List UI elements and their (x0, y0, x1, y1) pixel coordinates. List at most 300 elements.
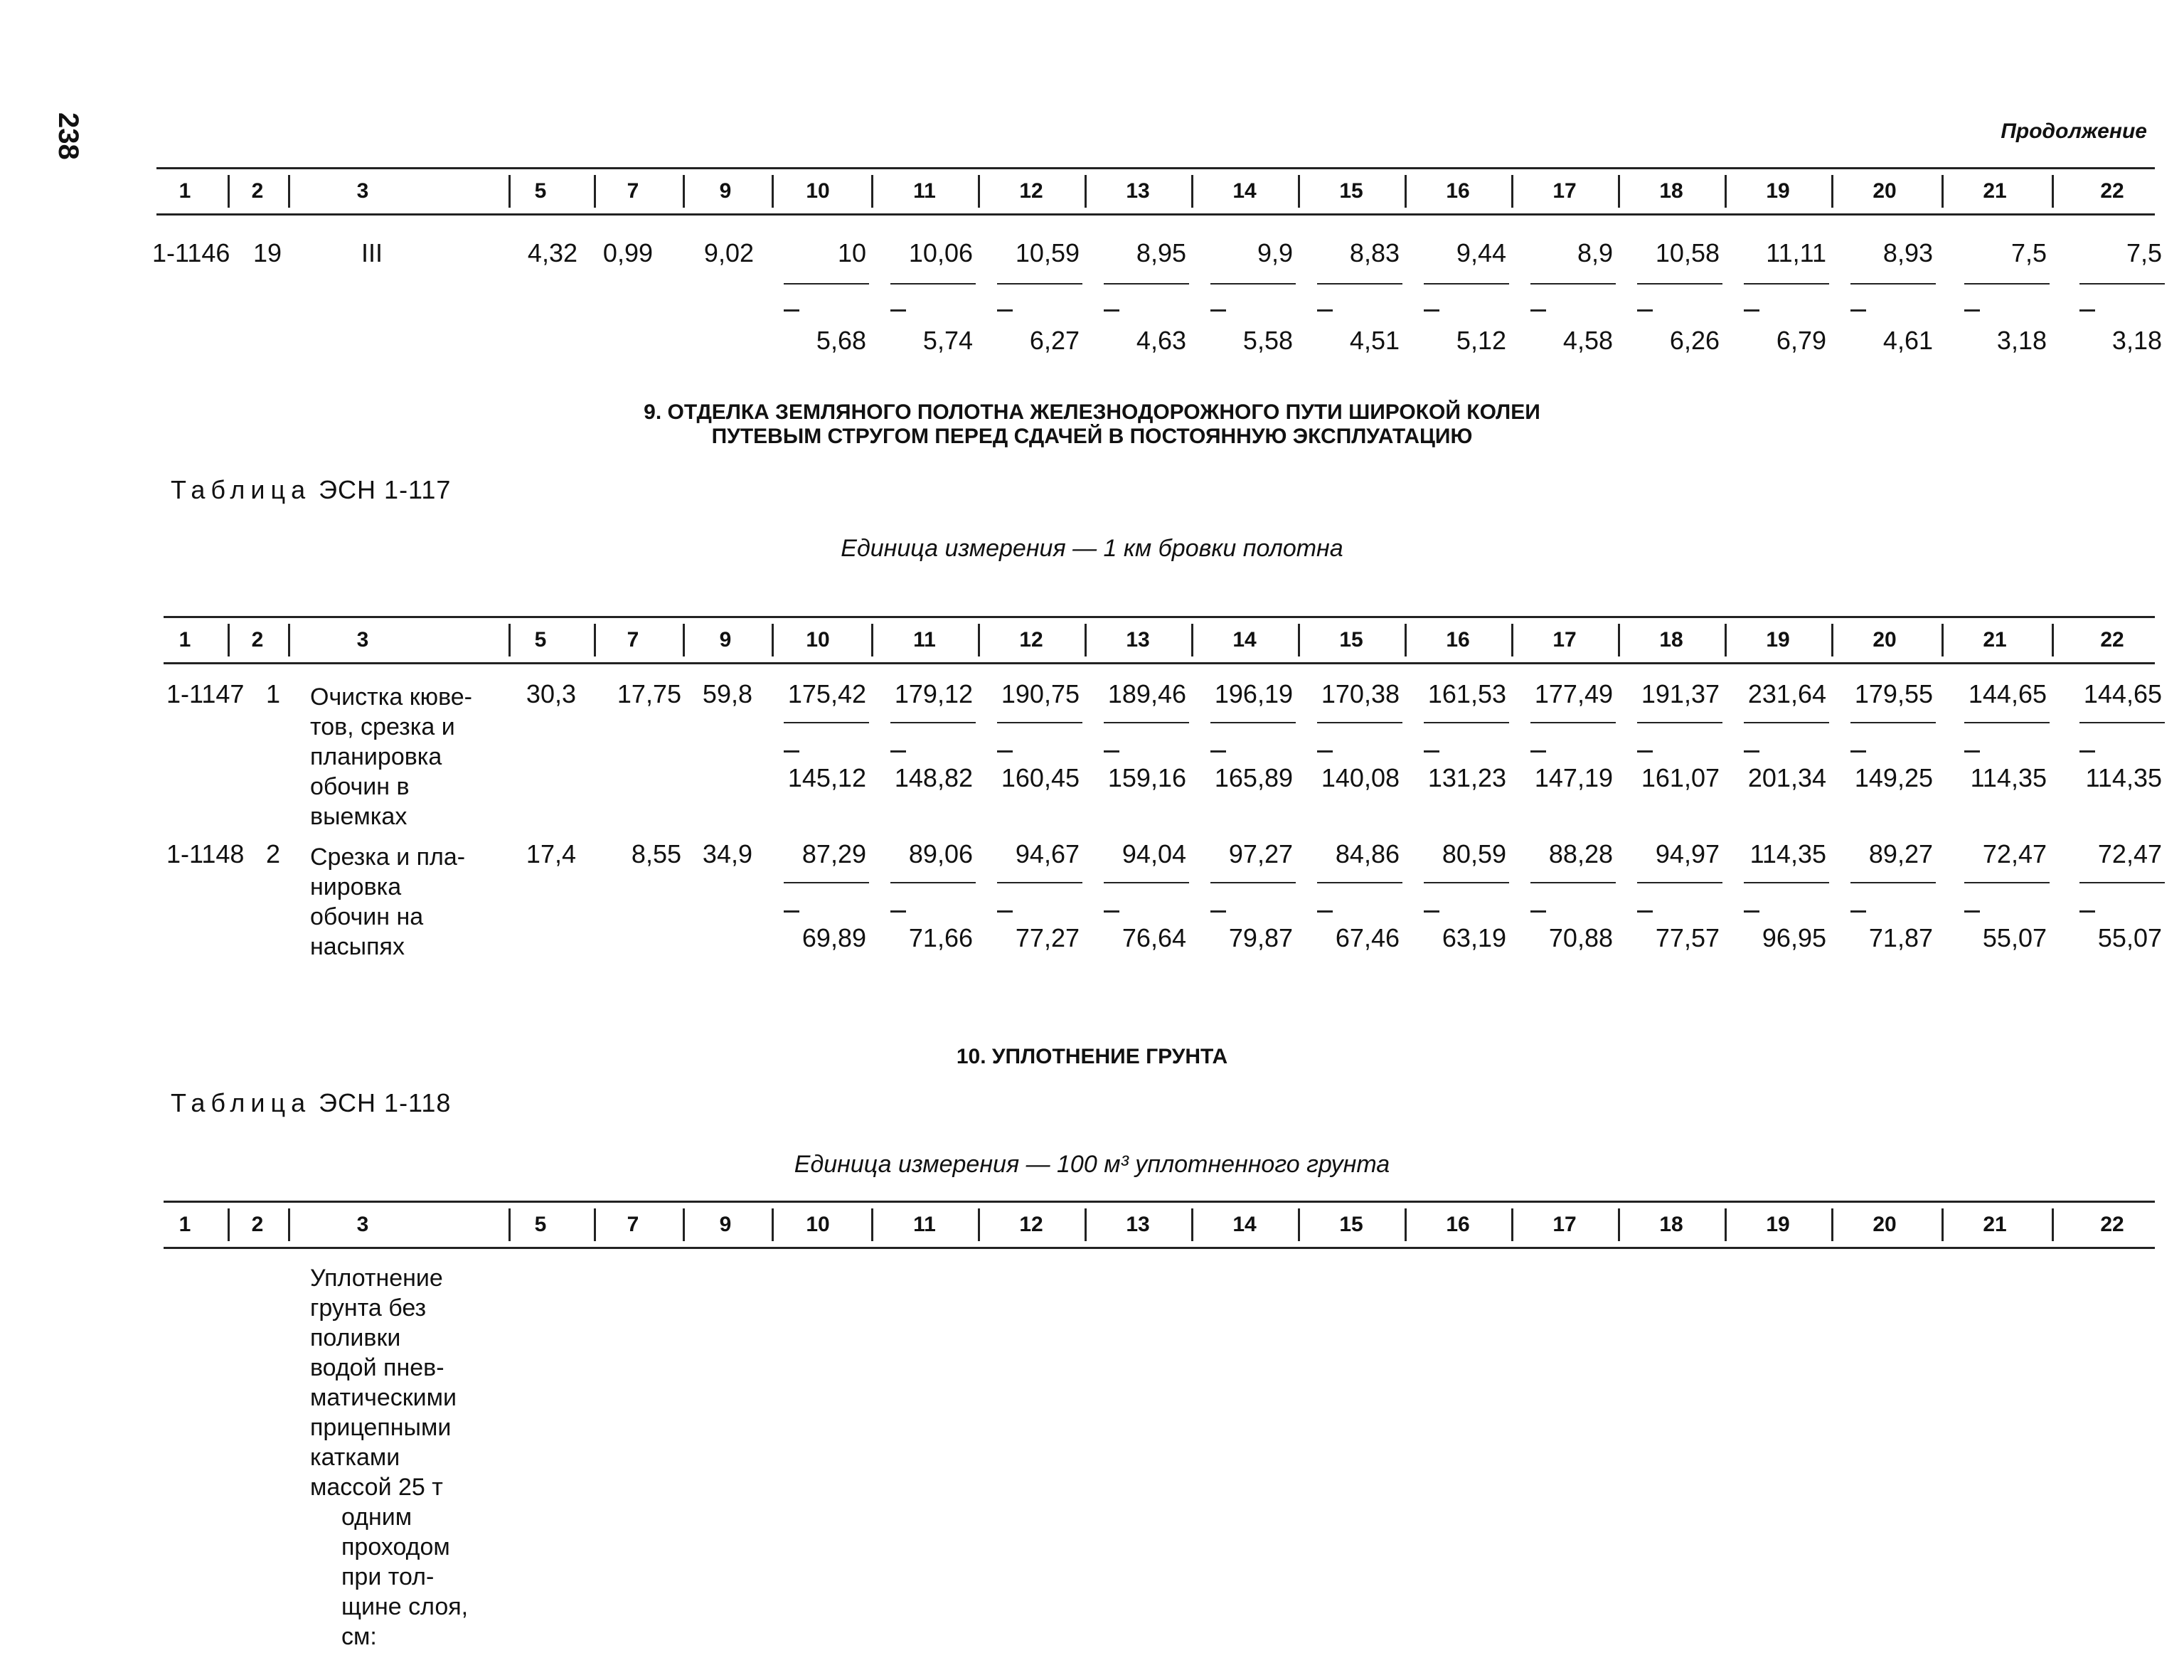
header-cell: 10 (806, 179, 830, 203)
denominator-value: 161,07 (1641, 763, 1720, 792)
dash-mark (1744, 309, 1759, 312)
fraction-bar (1637, 882, 1722, 883)
column-divider (871, 624, 873, 656)
desc-line: проходом (341, 1533, 450, 1561)
header-cell: 22 (2100, 1213, 2124, 1236)
header-cell: 11 (913, 179, 936, 203)
header-cell: 9 (719, 1213, 732, 1236)
denominator-value: 5,74 (922, 326, 973, 355)
column-divider (594, 1208, 596, 1241)
numerator-value: 175,42 (787, 679, 866, 708)
header-cell: 3 (356, 179, 369, 203)
header-cell: 3 (356, 1213, 369, 1236)
desc-line: грунта без (310, 1294, 427, 1322)
column-divider (1511, 624, 1513, 656)
header-cell: 19 (1766, 1213, 1790, 1236)
header-cell: 20 (1873, 1213, 1897, 1236)
fraction-bar (1210, 722, 1296, 723)
column-divider (1405, 1208, 1407, 1241)
denominator-value: 77,27 (1015, 923, 1080, 952)
column-divider (871, 175, 873, 208)
numerator-value: 196,19 (1214, 679, 1293, 708)
desc-line: обочин в (310, 773, 410, 800)
fraction-bar (890, 882, 976, 883)
denominator-value: 3,18 (1996, 326, 2047, 355)
header-cell: 9 (719, 628, 732, 652)
column-divider (683, 175, 685, 208)
fraction-bar (1317, 722, 1402, 723)
numerator-value: 11,11 (1766, 238, 1826, 267)
denominator-value: 140,08 (1321, 763, 1400, 792)
row-code: 1-1147 (166, 679, 245, 708)
dash-mark (997, 309, 1013, 312)
row-number: 19 (253, 238, 282, 267)
continuation-label: Продолжение (2001, 119, 2147, 143)
value-col7: 0,99 (602, 238, 653, 267)
numerator-value: 114,35 (1749, 839, 1826, 868)
numerator-value: 7,5 (2126, 238, 2162, 267)
header-cell: 20 (1873, 179, 1897, 203)
header-cell: 18 (1659, 179, 1683, 203)
denominator-value: 4,58 (1562, 326, 1613, 355)
numerator-value: 72,47 (2097, 839, 2162, 868)
column-divider (508, 624, 511, 656)
header-cell: 1 (179, 179, 191, 203)
column-divider (508, 175, 511, 208)
numerator-value: 80,59 (1442, 839, 1506, 868)
fraction-bar (2079, 283, 2165, 285)
numerator-value: 144,65 (2083, 679, 2162, 708)
fraction-bar (1964, 882, 2050, 883)
unit-label-118: Единица измерения — 100 м³ уплотненного грунта (794, 1151, 1390, 1178)
header-cell: 20 (1873, 628, 1897, 652)
fraction-bar (1424, 722, 1509, 723)
dash-mark (2079, 910, 2095, 913)
header-cell: 14 (1232, 179, 1257, 203)
dash-mark (1637, 750, 1653, 753)
dash-mark (1850, 309, 1866, 312)
column-divider (978, 175, 980, 208)
header-cell: 7 (627, 1213, 639, 1236)
denominator-value: 5,58 (1242, 326, 1293, 355)
dash-mark (1964, 309, 1980, 312)
column-divider (1405, 624, 1407, 656)
table-header-top (156, 167, 2155, 216)
denominator-value: 71,66 (908, 923, 973, 952)
fraction-bar (1744, 283, 1829, 285)
dash-mark (1637, 309, 1653, 312)
header-cell: 10 (806, 1213, 830, 1236)
dash-mark (890, 309, 906, 312)
row-description (310, 842, 465, 962)
value-col9: 34,9 (702, 839, 752, 868)
header-cell: 3 (356, 628, 369, 652)
column-divider (1618, 1208, 1620, 1241)
numerator-value: 190,75 (1001, 679, 1080, 708)
desc-line: планировка (310, 743, 442, 770)
denominator-value: 114,35 (1970, 763, 2047, 792)
desc-line: одним (341, 1504, 412, 1531)
header-cell: 14 (1232, 628, 1257, 652)
fraction-bar (997, 882, 1082, 883)
fraction-bar (1744, 882, 1829, 883)
denominator-value: 3,18 (2111, 326, 2162, 355)
table-name: ЭСН 1-118 (319, 1088, 452, 1117)
column-divider (978, 624, 980, 656)
numerator-value: 179,12 (894, 679, 973, 708)
numerator-value: 94,67 (1015, 839, 1080, 868)
value-col7: 8,55 (631, 839, 681, 868)
numerator-value: 94,04 (1122, 839, 1186, 868)
denominator-value: 70,88 (1548, 923, 1613, 952)
header-cell: 13 (1126, 1213, 1150, 1236)
dash-mark (1317, 910, 1333, 913)
header-cell: 16 (1446, 628, 1470, 652)
header-cell: 16 (1446, 179, 1470, 203)
column-divider (1085, 624, 1087, 656)
header-cell: 16 (1446, 1213, 1470, 1236)
denominator-value: 76,64 (1122, 923, 1186, 952)
section-9-title-line1: 9. ОТДЕЛКА ЗЕМЛЯНОГО ПОЛОТНА ЖЕЛЕЗНОДОРОЖНОГО ПУТИ ШИРОКОЙ КОЛЕИ (644, 400, 1540, 424)
row-category: III (361, 238, 383, 267)
column-divider (1618, 175, 1620, 208)
header-cell: 13 (1126, 179, 1150, 203)
value-col7: 17,75 (617, 679, 681, 708)
fraction-bar (1850, 283, 1936, 285)
column-divider (772, 624, 774, 656)
dash-mark (1317, 309, 1333, 312)
header-cell: 7 (627, 628, 639, 652)
numerator-value: 161,53 (1427, 679, 1506, 708)
fraction-bar (1424, 882, 1509, 883)
fraction-bar (1637, 722, 1722, 723)
desc-line: при тол- (341, 1563, 435, 1590)
fraction-bar (1637, 283, 1722, 285)
fraction-bar (1530, 722, 1616, 723)
header-cell: 1 (179, 628, 191, 652)
column-divider (228, 1208, 230, 1241)
numerator-value: 191,37 (1641, 679, 1720, 708)
desc-line: см: (341, 1623, 377, 1650)
header-cell: 9 (719, 179, 732, 203)
header-cell: 21 (1983, 1213, 2007, 1236)
header-cell: 21 (1983, 628, 2007, 652)
header-cell: 17 (1552, 628, 1577, 652)
fraction-bar (1104, 722, 1189, 723)
row-number: 2 (266, 839, 281, 868)
fraction-bar (1850, 882, 1936, 883)
section-9-title-line2: ПУТЕВЫМ СТРУГОМ ПЕРЕД СДАЧЕЙ В ПОСТОЯННУЮ ЭКСПЛУАТАЦИЮ (711, 425, 1473, 448)
column-divider (772, 175, 774, 208)
numerator-value: 8,9 (1577, 238, 1613, 267)
column-divider (1191, 1208, 1193, 1241)
denominator-value: 5,68 (816, 326, 866, 355)
numerator-value: 9,9 (1257, 238, 1293, 267)
column-divider (594, 624, 596, 656)
header-cell: 14 (1232, 1213, 1257, 1236)
dash-mark (997, 750, 1013, 753)
header-cell: 10 (806, 628, 830, 652)
table-title-118 (171, 1088, 451, 1118)
denominator-value: 96,95 (1762, 923, 1826, 952)
fraction-bar (1530, 882, 1616, 883)
denominator-value: 6,26 (1669, 326, 1720, 355)
denominator-value: 148,82 (894, 763, 973, 792)
dash-mark (1424, 910, 1439, 913)
header-cell: 18 (1659, 1213, 1683, 1236)
column-divider (1298, 1208, 1300, 1241)
column-divider (683, 624, 685, 656)
fraction-bar (1104, 882, 1189, 883)
header-cell: 2 (251, 1213, 264, 1236)
row-description-118 (310, 1263, 468, 1652)
dash-mark (2079, 750, 2095, 753)
column-divider (978, 1208, 980, 1241)
numerator-value: 9,44 (1456, 238, 1506, 267)
header-cell: 22 (2100, 628, 2124, 652)
table-header-118 (164, 1201, 2155, 1249)
fraction-bar (1210, 882, 1296, 883)
header-cell: 21 (1983, 179, 2007, 203)
denominator-value: 5,12 (1456, 326, 1506, 355)
dash-mark (1317, 750, 1333, 753)
dash-mark (1964, 910, 1980, 913)
fraction-bar (1210, 283, 1296, 285)
desc-line: тов, срезка и (310, 713, 455, 740)
header-cell: 19 (1766, 628, 1790, 652)
fraction-bar (1744, 722, 1829, 723)
denominator-value: 55,07 (2097, 923, 2162, 952)
numerator-value: 10,06 (908, 238, 973, 267)
numerator-value: 144,65 (1968, 679, 2047, 708)
denominator-value: 6,79 (1776, 326, 1826, 355)
column-divider (1725, 1208, 1727, 1241)
fraction-bar (997, 283, 1082, 285)
dash-mark (1210, 750, 1226, 753)
dash-mark (1210, 910, 1226, 913)
header-cell: 5 (534, 628, 547, 652)
header-cell: 18 (1659, 628, 1683, 652)
denominator-value: 159,16 (1107, 763, 1186, 792)
dash-mark (1530, 910, 1546, 913)
header-cell: 17 (1552, 179, 1577, 203)
denominator-value: 4,51 (1349, 326, 1400, 355)
numerator-value: 97,27 (1228, 839, 1293, 868)
row-description (310, 682, 472, 831)
desc-line: водой пнев- (310, 1354, 444, 1381)
value-col5: 4,32 (527, 238, 577, 267)
header-cell: 2 (251, 179, 264, 203)
denominator-value: 165,89 (1214, 763, 1293, 792)
page-number: 238 (53, 112, 84, 160)
denominator-value: 71,87 (1868, 923, 1933, 952)
column-divider (1618, 624, 1620, 656)
header-cell: 19 (1766, 179, 1790, 203)
numerator-value: 89,06 (908, 839, 973, 868)
denominator-value: 114,35 (2085, 763, 2162, 792)
column-divider (2052, 1208, 2054, 1241)
row-code: 1-1148 (166, 839, 245, 868)
desc-line: Очистка кюве- (310, 684, 472, 711)
value-col5: 30,3 (526, 679, 576, 708)
row-number: 1 (266, 679, 281, 708)
header-cell: 7 (627, 179, 639, 203)
column-divider (228, 624, 230, 656)
header-cell: 15 (1339, 1213, 1363, 1236)
dash-mark (1210, 309, 1226, 312)
section-10-title: 10. УПЛОТНЕНИЕ ГРУНТА (956, 1045, 1228, 1068)
numerator-value: 94,97 (1655, 839, 1720, 868)
table-header-117 (164, 616, 2155, 664)
denominator-value: 147,19 (1534, 763, 1613, 792)
fraction-bar (1424, 283, 1509, 285)
header-cell: 12 (1019, 179, 1043, 203)
column-divider (1831, 175, 1833, 208)
column-divider (1941, 624, 1944, 656)
column-divider (2052, 624, 2054, 656)
dash-mark (784, 750, 799, 753)
header-cell: 22 (2100, 179, 2124, 203)
denominator-value: 160,45 (1001, 763, 1080, 792)
numerator-value: 170,38 (1321, 679, 1400, 708)
row-code: 1-1146 (152, 238, 230, 267)
denominator-value: 149,25 (1854, 763, 1933, 792)
header-cell: 5 (534, 179, 547, 203)
column-divider (1085, 1208, 1087, 1241)
value-col5: 17,4 (526, 839, 576, 868)
denominator-value: 67,46 (1335, 923, 1400, 952)
table-name: ЭСН 1-117 (319, 475, 452, 504)
numerator-value: 8,83 (1349, 238, 1400, 267)
denominator-value: 55,07 (1982, 923, 2047, 952)
numerator-value: 89,27 (1868, 839, 1933, 868)
denominator-value: 4,63 (1136, 326, 1186, 355)
header-cell: 2 (251, 628, 264, 652)
column-divider (228, 175, 230, 208)
numerator-value: 8,95 (1136, 238, 1186, 267)
column-divider (2052, 175, 2054, 208)
column-divider (1511, 1208, 1513, 1241)
denominator-value: 6,27 (1029, 326, 1080, 355)
header-cell: 12 (1019, 628, 1043, 652)
dash-mark (1104, 309, 1119, 312)
numerator-value: 10,58 (1655, 238, 1720, 267)
desc-line: нировка (310, 873, 402, 900)
column-divider (1725, 624, 1727, 656)
header-cell: 5 (534, 1213, 547, 1236)
column-divider (871, 1208, 873, 1241)
numerator-value: 10 (837, 238, 866, 267)
table-word: Таблица (171, 1088, 311, 1117)
dash-mark (1744, 910, 1759, 913)
denominator-value: 77,57 (1655, 923, 1720, 952)
fraction-bar (1317, 283, 1402, 285)
header-cell: 17 (1552, 1213, 1577, 1236)
desc-line: щине слоя, (341, 1593, 469, 1620)
dash-mark (890, 910, 906, 913)
fraction-bar (1530, 283, 1616, 285)
header-cell: 12 (1019, 1213, 1043, 1236)
numerator-value: 87,29 (801, 839, 866, 868)
column-divider (1941, 175, 1944, 208)
value-col9: 59,8 (702, 679, 752, 708)
desc-line: выемках (310, 803, 407, 830)
dash-mark (784, 309, 799, 312)
denominator-value: 4,61 (1882, 326, 1933, 355)
header-cell: 13 (1126, 628, 1150, 652)
dash-mark (1530, 309, 1546, 312)
column-divider (1941, 1208, 1944, 1241)
fraction-bar (784, 283, 869, 285)
dash-mark (997, 910, 1013, 913)
dash-mark (890, 750, 906, 753)
desc-line: поливки (310, 1324, 401, 1351)
column-divider (288, 624, 290, 656)
numerator-value: 177,49 (1534, 679, 1613, 708)
column-divider (1298, 175, 1300, 208)
numerator-value: 72,47 (1982, 839, 2047, 868)
column-divider (1298, 624, 1300, 656)
dash-mark (1744, 750, 1759, 753)
column-divider (1405, 175, 1407, 208)
dash-mark (2079, 309, 2095, 312)
desc-line: массой 25 т (310, 1474, 443, 1501)
numerator-value: 179,55 (1854, 679, 1933, 708)
fraction-bar (2079, 882, 2165, 883)
desc-line: прицепными (310, 1414, 452, 1441)
fraction-bar (997, 722, 1082, 723)
header-cell: 15 (1339, 628, 1363, 652)
fraction-bar (784, 882, 869, 883)
column-divider (288, 1208, 290, 1241)
header-cell: 11 (913, 628, 936, 652)
column-divider (1831, 1208, 1833, 1241)
numerator-value: 231,64 (1747, 679, 1826, 708)
unit-label-117: Единица измерения — 1 км бровки полотна (841, 535, 1343, 562)
numerator-value: 88,28 (1548, 839, 1613, 868)
desc-line: Уплотнение (310, 1265, 443, 1292)
header-cell: 1 (179, 1213, 191, 1236)
fraction-bar (1850, 722, 1936, 723)
dash-mark (1530, 750, 1546, 753)
fraction-bar (1964, 283, 2050, 285)
column-divider (594, 175, 596, 208)
numerator-value: 7,5 (2010, 238, 2047, 267)
denominator-value: 63,19 (1442, 923, 1506, 952)
column-divider (288, 175, 290, 208)
desc-line: матическими (310, 1384, 457, 1411)
desc-line: катками (310, 1444, 400, 1471)
table-title-117 (171, 475, 451, 505)
fraction-bar (890, 283, 976, 285)
header-cell: 11 (913, 1213, 936, 1236)
column-divider (1085, 175, 1087, 208)
fraction-bar (784, 722, 869, 723)
numerator-value: 10,59 (1015, 238, 1080, 267)
denominator-value: 69,89 (801, 923, 866, 952)
column-divider (1511, 175, 1513, 208)
numerator-value: 189,46 (1107, 679, 1186, 708)
value-col9: 9,02 (703, 238, 754, 267)
header-cell: 15 (1339, 179, 1363, 203)
dash-mark (1104, 910, 1119, 913)
numerator-value: 84,86 (1335, 839, 1400, 868)
desc-line: насыпях (310, 933, 405, 960)
fraction-bar (890, 722, 976, 723)
column-divider (1725, 175, 1727, 208)
dash-mark (1104, 750, 1119, 753)
dash-mark (1424, 750, 1439, 753)
